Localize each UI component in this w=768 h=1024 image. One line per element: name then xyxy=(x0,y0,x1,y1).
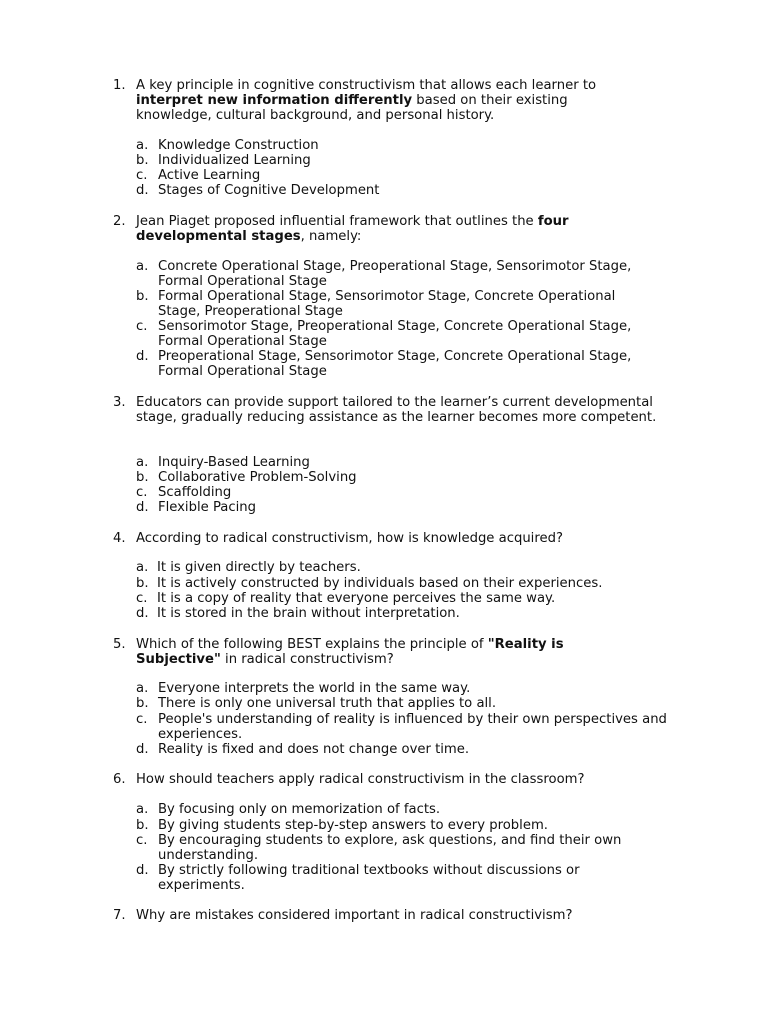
option-label: a. xyxy=(136,802,149,817)
option-text: Collaborative Problem-Solving xyxy=(158,470,357,485)
option-text: Sensorimotor Stage, Preoperational Stage, Concrete Operational Stage, Formal Operational Stage xyxy=(158,319,632,350)
option-label: d. xyxy=(136,863,149,878)
option-label: c. xyxy=(136,833,148,848)
option-label: b. xyxy=(136,470,149,485)
question-text-part: Educators can provide support tailored to the learner’s current developmental stage, gradually reducing assistance as the learner becomes more competent. xyxy=(136,395,657,426)
question-text xyxy=(136,214,636,244)
question-text-part: , namely: xyxy=(300,229,362,245)
question-number: 6. xyxy=(113,772,126,787)
option-text: People's understanding of reality is influenced by their own perspectives and experiences. xyxy=(158,712,667,743)
question-emphasis: four developmental stages xyxy=(136,214,569,245)
option-text: It is actively constructed by individuals based on their experiences. xyxy=(157,576,603,591)
option-text: Scaffolding xyxy=(158,485,232,500)
option-label: c. xyxy=(136,319,148,334)
option-label: b. xyxy=(136,576,149,591)
option-label: d. xyxy=(136,742,149,757)
question-text-part: Why are mistakes considered important in radical constructivism? xyxy=(136,908,573,923)
option-label: d. xyxy=(136,500,149,515)
option-label: d. xyxy=(136,183,149,198)
question-text xyxy=(136,78,636,123)
question-emphasis: "Reality is Subjective" xyxy=(136,637,564,668)
option-label: a. xyxy=(136,681,149,696)
question-text-part: According to radical constructivism, how is knowledge acquired? xyxy=(136,531,563,546)
question-number: 5. xyxy=(113,637,126,652)
option-label: a. xyxy=(136,138,149,153)
option-label: c. xyxy=(136,591,148,606)
option-label: c. xyxy=(136,712,148,727)
question-number: 4. xyxy=(113,531,126,546)
question-number: 1. xyxy=(113,78,126,93)
option-text: Knowledge Construction xyxy=(158,138,319,153)
option-text: It is given directly by teachers. xyxy=(157,560,361,575)
question-text xyxy=(136,637,606,667)
option-text: It is stored in the brain without interpretation. xyxy=(157,606,460,621)
option-label: b. xyxy=(136,289,149,304)
question-text-part: How should teachers apply radical constructivism in the classroom? xyxy=(136,772,585,787)
option-text: Preoperational Stage, Sensorimotor Stage, Concrete Operational Stage, Formal Operational Stage xyxy=(158,349,632,380)
option-text: Concrete Operational Stage, Preoperational Stage, Sensorimotor Stage, Formal Operational Stage xyxy=(158,259,632,290)
question-number: 3. xyxy=(113,395,126,410)
question-text-part: in radical constructivism? xyxy=(220,652,394,668)
option-text: It is a copy of reality that everyone perceives the same way. xyxy=(157,591,556,606)
question-emphasis: interpret new information differently xyxy=(136,93,413,109)
question-text xyxy=(136,772,688,787)
option-label: b. xyxy=(136,818,149,833)
option-label: d. xyxy=(136,349,149,364)
option-text: Formal Operational Stage, Sensorimotor Stage, Concrete Operational Stage, Preoperational Stage xyxy=(158,289,616,320)
option-label: a. xyxy=(136,455,149,470)
option-text: Active Learning xyxy=(158,168,261,183)
option-text: Reality is fixed and does not change over time. xyxy=(158,742,470,757)
option-label: c. xyxy=(136,485,148,500)
question-text-part: Jean Piaget proposed influential framework that outlines the xyxy=(136,214,538,229)
option-text: By encouraging students to explore, ask questions, and find their own understanding. xyxy=(158,833,622,864)
option-label: d. xyxy=(136,606,149,621)
question-number: 7. xyxy=(113,908,126,923)
option-text: Everyone interprets the world in the same way. xyxy=(158,681,471,696)
option-text: By strictly following traditional textbooks without discussions or experiments. xyxy=(158,863,580,894)
option-label: a. xyxy=(136,560,149,575)
option-text: Inquiry-Based Learning xyxy=(158,455,310,470)
question-text-part: A key principle in cognitive constructivism that allows each learner to xyxy=(136,78,597,93)
question-text xyxy=(136,908,688,923)
option-text: There is only one universal truth that applies to all. xyxy=(158,696,497,711)
option-text: Stages of Cognitive Development xyxy=(158,183,380,198)
question-text xyxy=(136,531,688,546)
option-label: b. xyxy=(136,696,149,711)
option-text: By giving students step-by-step answers to every problem. xyxy=(158,818,548,833)
question-text-part: based on their existing knowledge, cultural background, and personal history. xyxy=(136,93,568,124)
question-number: 2. xyxy=(113,214,126,229)
option-text: Individualized Learning xyxy=(158,153,311,168)
option-text: Flexible Pacing xyxy=(158,500,257,515)
option-label: a. xyxy=(136,259,149,274)
question-text xyxy=(136,395,684,425)
option-text: By focusing only on memorization of facts. xyxy=(158,802,441,817)
option-label: c. xyxy=(136,168,148,183)
question-text-part: Which of the following BEST explains the principle of xyxy=(136,637,488,652)
option-label: b. xyxy=(136,153,149,168)
